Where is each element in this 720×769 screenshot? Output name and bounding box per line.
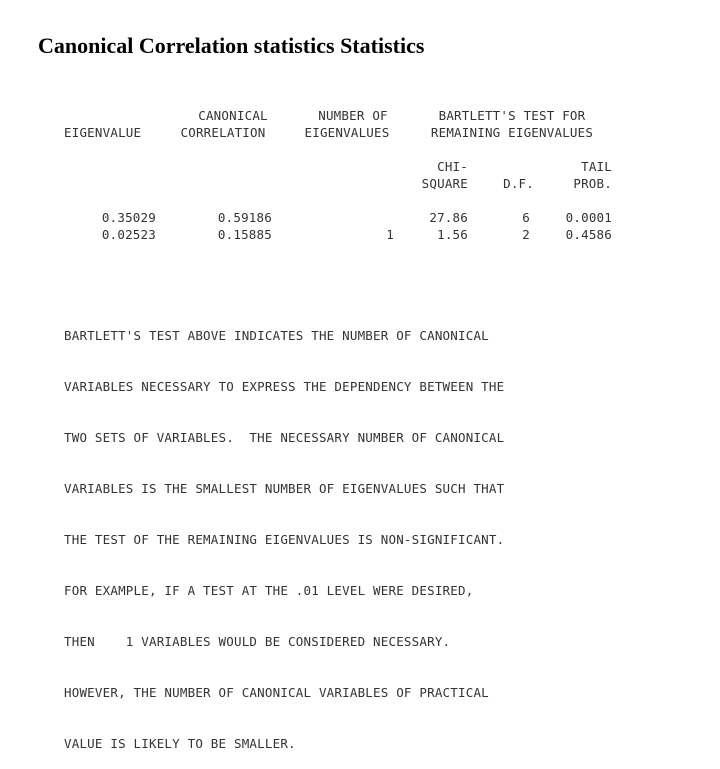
- row2-eigenvalue: 0.02523: [101, 227, 156, 242]
- page-title: Canonical Correlation statistics Statistics: [38, 33, 425, 58]
- note-line: VALUE IS LIKELY TO BE SMALLER.: [64, 736, 296, 751]
- header-canonical: CANONICAL: [198, 108, 268, 123]
- note-line: TWO SETS OF VARIABLES. THE NECESSARY NUMBER OF CANONICAL: [64, 430, 505, 445]
- header-correlation: CORRELATION: [180, 125, 266, 140]
- note-line: BARTLETT'S TEST ABOVE INDICATES THE NUMBER OF CANONICAL: [64, 328, 489, 343]
- header-bartlett: BARTLETT'S TEST FOR: [438, 108, 586, 123]
- note-line: THEN 1 VARIABLES WOULD BE CONSIDERED NECESSARY.: [64, 634, 451, 649]
- header-eigenvalue: EIGENVALUE: [64, 125, 142, 140]
- header-tail: TAIL: [581, 159, 612, 174]
- row1-correlation: 0.59186: [217, 210, 272, 225]
- header-chi: CHI-: [437, 159, 468, 174]
- row2-number: 1: [386, 227, 394, 242]
- row1-prob: 0.0001: [565, 210, 612, 225]
- bartlett-note: [64, 293, 504, 769]
- row2-df: 2: [522, 227, 530, 242]
- row2-correlation: 0.15885: [217, 227, 272, 242]
- header-square: SQUARE: [421, 176, 468, 191]
- row1-eigenvalue: 0.35029: [101, 210, 156, 225]
- header-df: D.F.: [503, 176, 534, 191]
- row2-prob: 0.4586: [565, 227, 612, 242]
- row2-chi-square: 1.56: [437, 227, 468, 242]
- header-eigenvalues: EIGENVALUES: [304, 125, 390, 140]
- note-line: VARIABLES IS THE SMALLEST NUMBER OF EIGENVALUES SUCH THAT: [64, 481, 505, 496]
- note-line: VARIABLES NECESSARY TO EXPRESS THE DEPENDENCY BETWEEN THE: [64, 379, 505, 394]
- header-number: NUMBER OF: [318, 108, 388, 123]
- row1-df: 6: [522, 210, 530, 225]
- header-remaining: REMAINING EIGENVALUES: [430, 125, 594, 140]
- note-line: FOR EXAMPLE, IF A TEST AT THE .01 LEVEL WERE DESIRED,: [64, 583, 474, 598]
- row1-chi-square: 27.86: [429, 210, 468, 225]
- note-line: THE TEST OF THE REMAINING EIGENVALUES IS NON-SIGNIFICANT.: [64, 532, 505, 547]
- header-prob: PROB.: [573, 176, 612, 191]
- note-line: HOWEVER, THE NUMBER OF CANONICAL VARIABLES OF PRACTICAL: [64, 685, 489, 700]
